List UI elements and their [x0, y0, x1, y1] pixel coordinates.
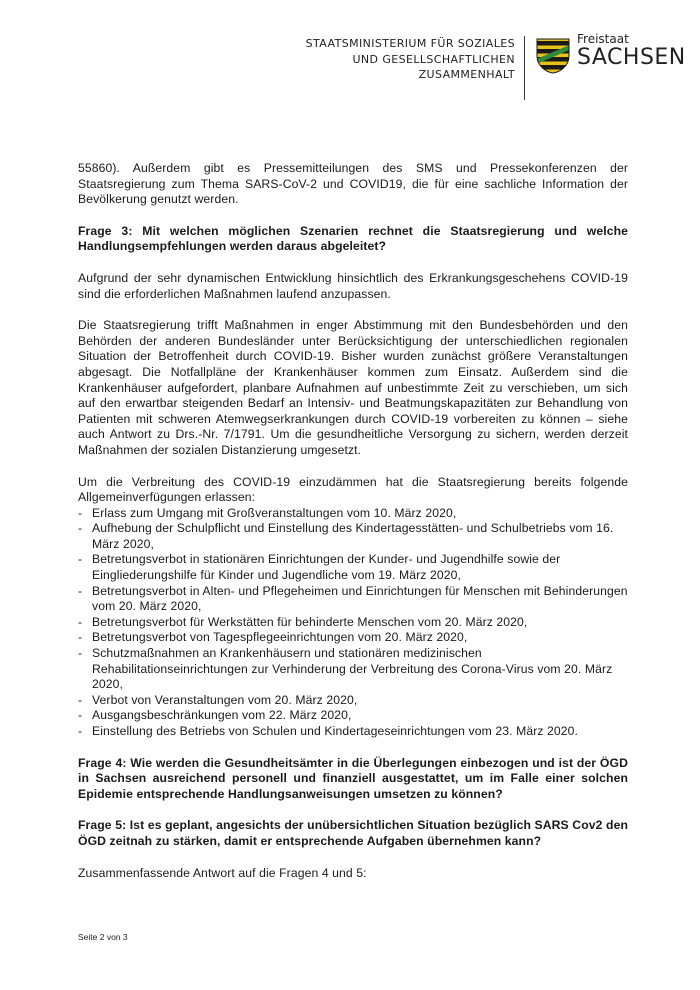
list-item: - Betretungsverbot in Alten- und Pflegeheimen und Einrichtungen für Menschen mit Behinderungen vom 20. März 2020,: [78, 583, 628, 614]
list-item: - Erlass zum Umgang mit Großveranstaltungen vom 10. März 2020,: [78, 505, 457, 520]
saxony-crest-icon: [536, 38, 570, 74]
ministry-name: [285, 36, 515, 83]
paragraph-3: Die Staatsregierung trifft Maßnahmen in enger Abstimmung mit den Bundesbehörden und den Behörden der anderen Bundesländer unter Berücksichtigung der unterschiedlichen regionalen Situation der Betroffenheit durch COVID-19. Bisher wurden zunächst größere Veranstaltungen abgesagt. Die Notfallpläne der Krankenhäuser kommen zum Einsatz. Außerdem sind die Krankenhäuser aufgefordert, planbare Aufnahmen auf unbestimmte Zeit zu verschieben, um sich auf den erwartbar steigenden Bedarf an Intensiv- und Beatmungskapazitäten zur Behandlung von Patienten mit schweren Atemwegserkrankungen durch COVID-19 vorbereiten zu können – siehe auch Antwort zu Drs.-Nr. 7/1791. Um die gesundheitliche Versorgung zu sichern, werden derzeit Maßnahmen der sozialen Distanzierung umgesetzt.: [78, 318, 628, 457]
brand-logo: [577, 32, 686, 70]
paragraph-1: 55860). Außerdem gibt es Pressemitteilungen des SMS und Pressekonferenzen der Staatsregierung zum Thema SARS-CoV-2 und COVID19, die für eine sachliche Information der Bevölkerung genutzt werden.: [78, 161, 628, 207]
question-4: Frage 4: Wie werden die Gesundheitsämter in die Überlegungen einbezogen und ist der ÖGD in Sachsen ausreichend personell und finanziell ausgestattet, um im Falle einer solchen Epidemie entsprechende Handlungsanweisungen umsetzen zu können?: [78, 755, 628, 801]
ministry-line-2: UND GESELLSCHAFTLICHEN: [352, 52, 515, 66]
brand-freistaat: Freistaat: [577, 32, 629, 46]
list-item: - Aufhebung der Schulpflicht und Einstellung des Kindertagesstätten- und Schulbetriebs vom 16. März 2020,: [78, 521, 614, 551]
paragraph-2: Aufgrund der sehr dynamischen Entwicklung hinsichtlich des Erkrankungsgeschehens COVID-19 sind die erforderlichen Maßnahmen laufend anzupassen.: [78, 270, 628, 301]
list-item: - Betretungsverbot von Tagespflegeeinrichtungen vom 20. März 2020,: [78, 630, 468, 645]
header-divider: [524, 36, 525, 100]
question-3: Frage 3: Mit welchen möglichen Szenarien rechnet die Staatsregierung und welche Handlungsempfehlungen werden daraus abgeleitet?: [78, 223, 628, 254]
page-number: Seite 2 von 3: [78, 932, 128, 942]
document-body: [78, 161, 628, 897]
question-5: Frage 5: Ist es geplant, angesichts der unübersichtlichen Situation bezüglich SARS Cov2 den ÖGD zeitnah zu stärken, damit er entsprechende Aufgaben übernehmen kann?: [78, 818, 628, 848]
list-item: - Betretungsverbot für Werkstätten für behinderte Menschen vom 20. März 2020,: [78, 614, 528, 629]
list-item: - Verbot von Veranstaltungen vom 20. März 2020,: [78, 692, 358, 707]
decree-list: [78, 506, 628, 740]
ministry-line-1: STAATSMINISTERIUM FÜR SOZIALES: [305, 37, 515, 50]
list-item: - Ausgangsbeschränkungen vom 22. März 2020,: [78, 708, 352, 723]
brand-sachsen: SACHSEN: [577, 45, 686, 70]
ministry-line-3: ZUSAMMENHALT: [418, 68, 515, 81]
list-item: - Schutzmaßnahmen an Krankenhäusern und stationären medizinischen Rehabilitationseinrichtungen zur Verhinderung der Verbreitung des Corona-Virus vom 20. März 2020,: [78, 646, 613, 692]
paragraph-4: Um die Verbreitung des COVID-19 einzudämmen hat die Staatsregierung bereits folgende Allgemeinverfügungen erlassen:: [78, 474, 628, 505]
paragraph-5: Zusammenfassende Antwort auf die Fragen 4 und 5:: [78, 865, 367, 880]
list-item: - Einstellung des Betriebs von Schulen und Kindertageseinrichtungen vom 23. März 2020.: [78, 724, 579, 738]
list-item: - Betretungsverbot in stationären Einrichtungen der Kunder- und Jugendhilfe sowie der Eingliederungshilfe für Kinder und Jugendliche vom 19. März 2020,: [78, 552, 561, 583]
